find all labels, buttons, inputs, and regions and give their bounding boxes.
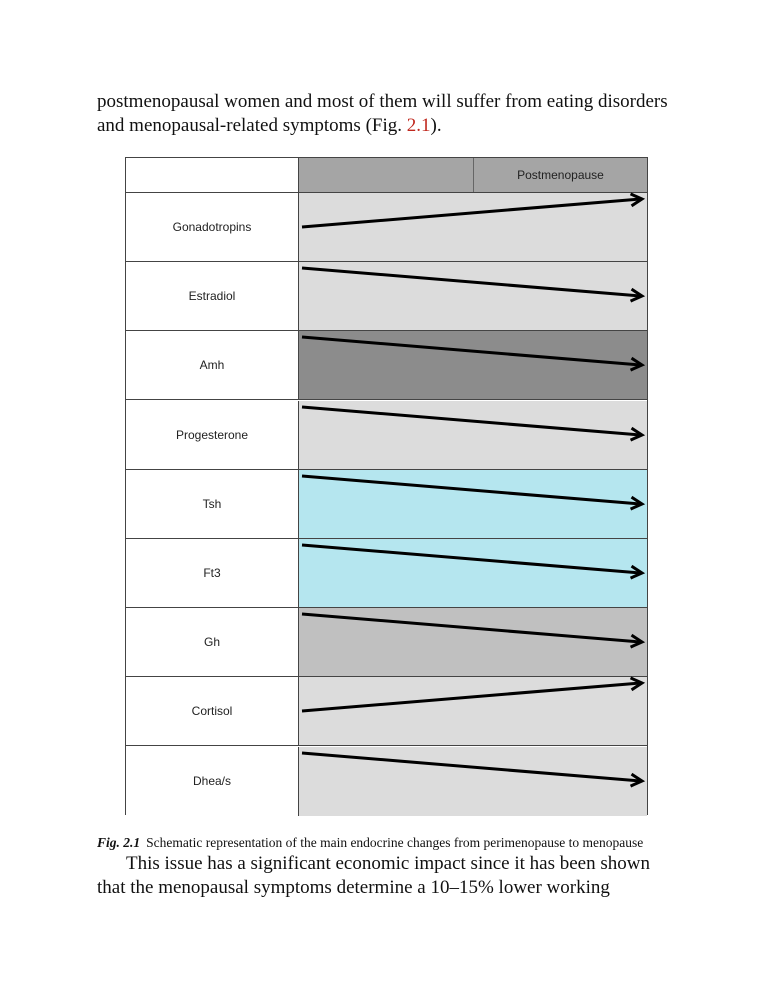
trend-arrow-svg [299,331,647,400]
trend-band [299,747,647,816]
decrease-arrow-line [302,476,640,504]
hormone-row [126,608,647,677]
trend-band [299,262,647,330]
trend-arrow-svg [299,262,647,331]
top-paragraph-line-2-text: and menopausal-related symptoms (Fig. [97,115,407,136]
decrease-arrow-line [302,407,640,435]
trend-arrow-svg [299,539,647,608]
header-perimenopause-cell [299,158,474,192]
hormone-label: Amh [126,331,299,399]
bottom-paragraph-line-1 [97,852,717,876]
hormone-row [126,539,647,608]
trend-arrow-svg [299,677,647,746]
hormone-label: Dhea/s [126,747,299,816]
top-paragraph-line-2-end: ). [430,115,442,136]
hormone-label: Gh [126,608,299,676]
trend-band [299,539,647,607]
hormone-row [126,262,647,331]
bottom-paragraph-line-1-text: This issue has a significant economic impact since it has been shown [126,853,650,874]
decrease-arrow-line [302,753,640,781]
trend-band [299,331,647,399]
top-paragraph [97,90,697,138]
hormone-label: Gonadotropins [126,193,299,261]
decrease-arrow-line [302,545,640,573]
decrease-arrow-line [302,268,640,296]
hormone-label: Progesterone [126,401,299,469]
hormone-label: Ft3 [126,539,299,607]
trend-band [299,608,647,676]
bottom-paragraph-line-2: that the menopausal symptoms determine a 10–15% lower working [97,877,610,898]
caption-number: Fig. 2.1 [97,835,141,850]
trend-arrow-svg [299,608,647,677]
hormone-row [126,331,647,400]
hormone-row [126,470,647,539]
caption-text: Schematic representation of the main endocrine changes from perimenopause to menopause [146,835,644,850]
figure-reference-link[interactable]: 2.1 [406,115,431,136]
hormone-label: Estradiol [126,262,299,330]
decrease-arrow-line [302,614,640,642]
hormone-row [126,401,647,470]
trend-band [299,470,647,538]
trend-band [299,401,647,469]
figure-header-row [126,158,647,193]
header-label-cell [126,158,299,192]
top-paragraph-line-2 [97,114,697,138]
trend-band [299,193,647,261]
increase-arrow-line [302,199,640,227]
hormone-row [126,193,647,262]
trend-band [299,677,647,745]
decrease-arrow-line [302,337,640,365]
increase-arrow-line [302,683,640,711]
header-postmenopause-cell: Postmenopause [474,158,647,192]
trend-arrow-svg [299,470,647,539]
hormone-label: Cortisol [126,677,299,745]
trend-arrow-svg [299,401,647,470]
top-paragraph-line-1: postmenopausal women and most of them will suffer from eating disorders [97,91,668,112]
hormone-row [126,747,647,816]
bottom-paragraph [97,852,717,900]
endocrine-changes-figure [125,157,648,815]
hormone-label: Tsh [126,470,299,538]
hormone-row [126,677,647,746]
trend-arrow-svg [299,747,647,816]
trend-arrow-svg [299,193,647,262]
figure-caption [97,835,643,851]
